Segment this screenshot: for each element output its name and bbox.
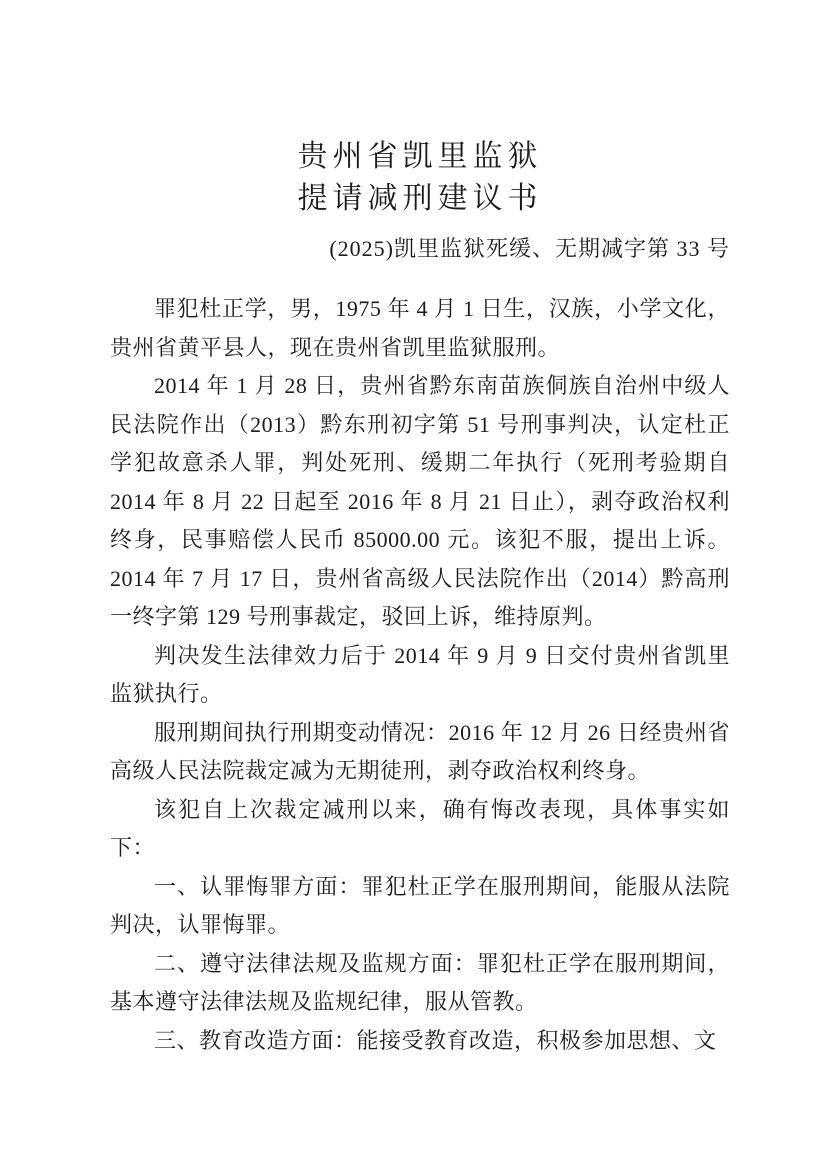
document-title	[110, 136, 730, 220]
paragraph-item-2-rule-compliance: 二、遵守法律法规及监规方面：罪犯杜正学在服刑期间，基本遵守法律法规及监规纪律，服从管教。	[110, 950, 730, 1014]
paragraph-offender-info: 罪犯杜正学，男，1975 年 4 月 1 日生，汉族，小学文化，贵州省黄平县人，现在贵州省凯里监狱服刑。	[110, 296, 730, 360]
paragraph-item-3-education-reform: 三、教育改造方面：能接受教育改造，积极参加思想、文	[154, 1027, 717, 1053]
paragraph-item-1-guilt-repentance: 一、认罪悔罪方面：罪犯杜正学在服刑期间，能服从法院判决，认罪悔罪。	[110, 873, 730, 937]
document-title-line1: 贵州省凯里监狱	[297, 140, 543, 173]
document-body	[110, 290, 730, 1060]
document-number: (2025)凯里监狱死缓、无期减字第 33 号	[329, 236, 730, 261]
paragraph-original-judgment: 2014 年 1 月 28 日，贵州省黔东南苗族侗族自治州中级人民法院作出（2013）黔东刑初字第 51 号刑事判决，认定杜正学犯故意杀人罪，判处死刑、缓期二年执行（死刑考验期自 2014 年 8 月 22 日起至 2016 年 8 月 21 日止），剥夺政治权利终身，民事赔偿人民币 85000.00 元。该犯不服，提出上诉。2014 年 7 月 17 日，贵州省高级人民法院作出（2014）黔高刑一终字第 129 号刑事裁定，驳回上诉，维持原判。	[110, 373, 730, 629]
paragraph-sentence-change: 服刑期间执行刑期变动情况：2016 年 12 月 26 日经贵州省高级人民法院裁定减为无期徒刑，剥夺政治权利终身。	[110, 719, 730, 783]
paragraph-facts-intro: 该犯自上次裁定减刑以来，确有悔改表现，具体事实如下：	[110, 796, 730, 860]
document-content	[110, 0, 730, 1060]
paragraph-delivery-for-execution: 判决发生法律效力后于 2014 年 9 月 9 日交付贵州省凯里监狱执行。	[110, 642, 730, 706]
document-title-line2: 提请减刑建议书	[297, 182, 543, 215]
